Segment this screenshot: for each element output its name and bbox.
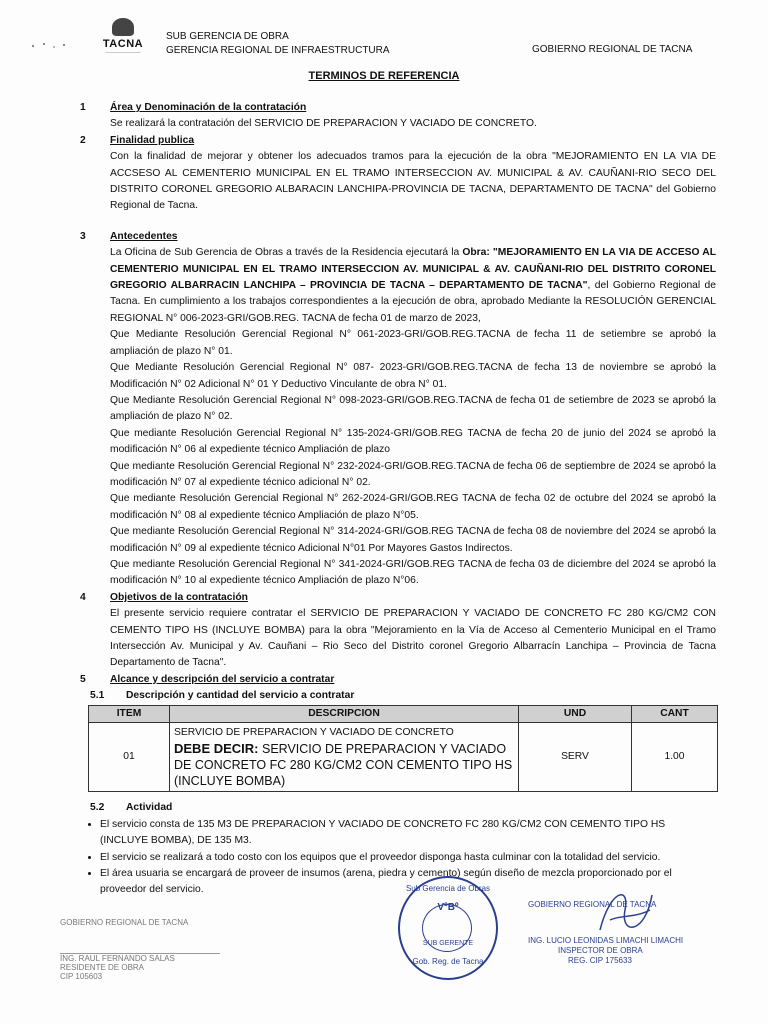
seal-approval-text: VºBº xyxy=(437,902,459,913)
section-text: Se realizará la contratación del SERVICIO DE PREPARACION Y VACIADO DE CONCRETO. xyxy=(110,118,537,130)
stamp-cip: REG. CIP 175633 xyxy=(568,956,632,965)
subsection-title: Actividad xyxy=(126,802,173,814)
resolution-4: Que mediante Resolución Gerencial Regional N° 135-2024-GRI/GOB.REG TACNA de fecha 20 de junio del 2024 se aprobó la modificación N° 06 al expediente técnico Ampliación de plazo xyxy=(110,427,716,456)
subsection-title: Descripción y cantidad del servicio a contratar xyxy=(126,690,355,702)
obra-label: Obra: xyxy=(462,247,490,259)
section-number: 1 xyxy=(80,102,86,113)
section-number: 5 xyxy=(80,673,86,685)
cell-description xyxy=(170,723,519,792)
logo-text: TACNA xyxy=(102,38,144,50)
subsection-number: 5.2 xyxy=(90,802,105,814)
seal-sub-text: SUB GERENTE xyxy=(422,940,474,947)
col-header-item: ITEM xyxy=(89,705,170,722)
logo-emblem-icon xyxy=(112,18,134,36)
header-line1: SUB GERENCIA DE OBRA xyxy=(166,31,289,42)
stamp-org: GOBIERNO REGIONAL DE TACNA xyxy=(528,900,657,909)
subsection-5-2 xyxy=(90,800,716,816)
list-item: • El servicio consta de 135 M3 DE PREPARACION Y VACIADO DE CONCRETO FC 280 KG/CM2 CON CEMENTO TIPO HS (INCLUYE BOMBA), DE 135 M3. xyxy=(100,817,716,850)
stamp-cip: CIP 105603 xyxy=(60,972,103,981)
description-correction xyxy=(174,741,514,789)
section-heading: Finalidad publica xyxy=(110,134,195,146)
cell-unit: SERV xyxy=(519,723,632,792)
section-heading: Área y Denominación de la contratación xyxy=(110,102,307,113)
table-header-row xyxy=(89,705,718,722)
official-seal xyxy=(398,876,498,980)
obra-name: "MEJORAMIENTO EN LA VIA DE ACCESO AL CEMENTERIO MUNICIPAL EN EL TRAMO INTERSECCION AV. MUNICIPAL & AV. CAUÑANI-RIO DEL DISTRITO CORONEL GREGORIO ALBARRACIN LANCHIPA – PROVINCIA DE TACNA – DEPARTAMENTO DE TACNA" xyxy=(110,247,716,292)
section-number: 2 xyxy=(80,134,86,146)
resolution-5: Que mediante Resolución Gerencial Regional N° 232-2024-GRI/GOB.REG.TACNA de fecha 06 de septiembre de 2024 se aprobó la modificación N° 07 al expediente técnico adicional N° 02. xyxy=(110,460,716,488)
document-title: TERMINOS DE REFERENCIA xyxy=(308,70,460,82)
intro-text-b: , del Gobierno Regional de Tacna. En cumplimiento a los trabajos correspondientes a la ejecución de obra, aprobado Mediante la RESOLUCIÓN GERENCIAL REGIONAL N° 006-2023-GRI/GOB.REG. TACNA de fecha 01 de marzo de 2023, xyxy=(110,280,716,324)
resolution-3: Que Mediante Resolución Gerencial Regional N° 098-2023-GRI/GOB.REG.TACNA de fecha 01 de setiembre de 2023 se aprobó la ampliación de plazo N° 02. xyxy=(110,394,716,423)
scan-marks xyxy=(30,38,70,48)
tacna-logo xyxy=(100,18,146,62)
section-heading: Alcance y descripción del servicio a contratar xyxy=(110,673,335,685)
resolution-2: Que Mediante Resolución Gerencial Regional N° 087- 2023-GRI/GOB.REG.TACNA de fecha 13 de noviembre se aprobó la Modificación N° 02 Adicional N° 01 Y Deductivo Vinculante de obra N° 01. xyxy=(110,362,716,390)
service-table xyxy=(88,705,718,793)
section-text: Con la finalidad de mejorar y obtener los adecuados tramos para la ejecución de la obra "MEJORAMIENTO EN LA VIA DE ACCSESO AL CEMENTERIO MUNICIPAL EN EL TRAMO INTERSECCION AV. MUNICIPAL & AV. CAUÑANI-RIO SECO DEL DISTRITO CORONEL GREGORIO ALBARACIN LANCHIPA-PROVINCIA DE TACNA, DEPARTAMENTO DE TACNA" del Gobierno Regional de Tacna. xyxy=(110,151,716,212)
document-body xyxy=(80,100,716,899)
section-3 xyxy=(80,229,716,590)
section-5 xyxy=(80,672,716,688)
col-header-description: DESCRIPCION xyxy=(170,705,519,722)
section-text: El presente servicio requiere contratar el SERVICIO DE PREPARACION Y VACIADO DE CONCRETO FC 280 KG/CM2 CON CEMENTO TIPO HS (INCLUYE BOMBA) para la obra "Mejoramiento en la Vía de Acceso al Cementerio Municipal en el Tramo Intersección Av. Municipal y Av. Cauñani – Rio Seco del Distrito coronel Gregorio Albarracín Lanchipa – Provincia de Tacna Departamento de Tacna". xyxy=(110,608,716,669)
list-item: • El servicio se realizará a todo costo con los equipos que el proveedor disponga hasta culminar con la totalidad del servicio. xyxy=(100,850,716,866)
stamp-role: RESIDENTE DE OBRA xyxy=(60,963,145,972)
section-intro xyxy=(110,245,716,327)
correction-text: SERVICIO DE PREPARACION Y VACIADO DE CONCRETO FC 280 KG/CM2 CON CEMENTO TIPO HS (INCLUYE BOMBA) xyxy=(174,742,513,789)
section-4 xyxy=(80,590,716,672)
cell-item: 01 xyxy=(89,723,170,792)
header-government: GOBIERNO REGIONAL DE TACNA xyxy=(532,44,693,55)
intro-text: La Oficina de Sub Gerencia de Obras a través de la Residencia ejecutará la xyxy=(110,247,463,259)
section-1 xyxy=(80,100,716,133)
cell-quantity: 1.00 xyxy=(632,723,718,792)
section-number: 4 xyxy=(80,591,86,603)
stamp-role: INSPECTOR DE OBRA xyxy=(558,946,643,955)
section-heading: Objetivos de la contratación xyxy=(110,591,248,603)
correction-label: DEBE DECIR: xyxy=(174,741,259,757)
description-original: SERVICIO DE PREPARACION Y VACIADO DE CONCRETO xyxy=(174,727,454,739)
list-item: • El área usuaria se encargará de proveer de insumos (arena, piedra y cemento) según diseño de mezcla proporcionado por el proveedor del servicio. xyxy=(100,866,716,899)
subsection-number: 5.1 xyxy=(90,690,105,702)
stamp-name: ING. RAUL FERNANDO SALAS xyxy=(60,954,175,963)
subsection-5-1 xyxy=(90,688,716,704)
resolution-6: Que mediante Resolución Gerencial Regional N° 262-2024-GRI/GOB.REG TACNA de fecha 02 de octubre del 2024 se aprobó la modificación N° 08 al expediente técnico Ampliación de plazo N°05. xyxy=(110,493,716,521)
col-header-unit: UND xyxy=(519,705,632,722)
seal-bottom-text: Gob. Reg. de Tacna xyxy=(412,957,484,966)
section-number: 3 xyxy=(80,230,86,242)
logo-subtext: ——————— xyxy=(105,50,141,56)
resolution-8: Que mediante Resolución Gerencial Regional N° 341-2024-GRI/GOB.REG TACNA de fecha 03 de diciembre del 2024 se aprobó la modificación N° 10 al expediente técnico Ampliación de plazo N°06. xyxy=(110,558,716,587)
section-heading: Antecedentes xyxy=(110,230,178,242)
col-header-quantity: CANT xyxy=(632,705,718,722)
table-row xyxy=(89,723,718,792)
stamp-name: ING. LUCIO LEONIDAS LIMACHI LIMACHI xyxy=(528,936,684,945)
header-line2: GERENCIA REGIONAL DE INFRAESTRUCTURA xyxy=(166,45,390,56)
resident-stamp xyxy=(60,918,240,1008)
inspector-stamp xyxy=(528,900,708,966)
resolution-7: Que mediante Resolución Gerencial Regional N° 314-2024-GRI/GOB.REG TACNA de fecha 08 de noviembre del 2024 se aprobó la modificación N° 09 al expediente técnico Adicional N°01 Por Mayores Gastos Indirectos. xyxy=(110,526,716,554)
seal-top-text: Sub Gerencia de Obras xyxy=(405,884,491,893)
stamp-org: GOBIERNO REGIONAL DE TACNA xyxy=(60,918,189,927)
section-2 xyxy=(80,133,716,215)
header-office xyxy=(166,30,390,58)
page-header xyxy=(0,14,768,64)
resolution-1: Que Mediante Resolución Gerencial Regional N° 061-2023-GRI/GOB.REG.TACNA de fecha 11 de setiembre se aprobó la ampliación de plazo N° 01. xyxy=(110,329,716,357)
